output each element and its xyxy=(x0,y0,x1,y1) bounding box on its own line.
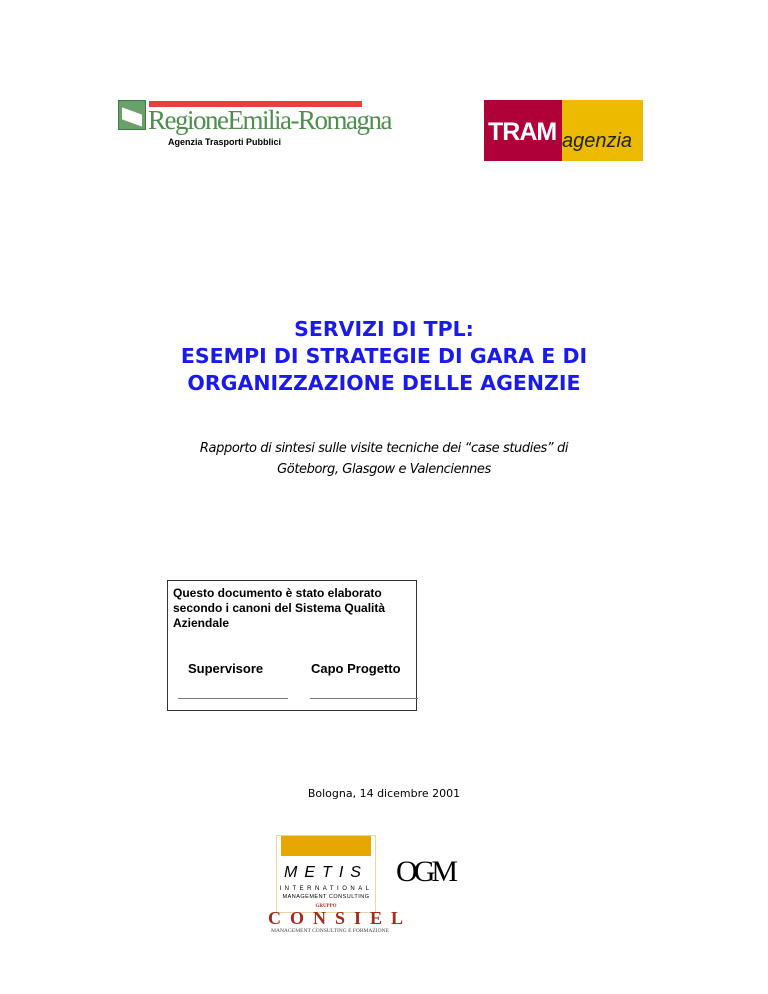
title-line: ORGANIZZAZIONE DELLE AGENZIE xyxy=(187,371,581,395)
metis-logo-line: INTERNATIONAL xyxy=(279,886,373,892)
subtitle-line: Rapporto di sintesi sulle visite tecniche dei “case studies” di xyxy=(199,441,569,456)
quality-approval-box xyxy=(167,580,417,711)
consiel-logo-sub: MANAGEMENT CONSULTING E FORMAZIONE xyxy=(271,928,389,934)
ogm-logo: OGM xyxy=(396,855,455,888)
project-lead-signature-line xyxy=(310,698,418,699)
gruppo-label: GRUPPO xyxy=(315,904,337,909)
agency-name: Agenzia Trasporti Pubblici xyxy=(168,137,282,147)
project-lead-label: Capo Progetto xyxy=(311,661,401,676)
regione-emblem-icon xyxy=(118,100,146,130)
document-date: Bologna, 14 dicembre 2001 xyxy=(307,787,461,800)
document-title xyxy=(0,316,768,397)
metis-logo-line: MANAGEMENT CONSULTING xyxy=(282,894,370,900)
tram-logo-text: TRAM xyxy=(488,118,557,146)
title-line: SERVIZI DI TPL: xyxy=(294,317,474,341)
regione-logo-text: RegioneEmilia-Romagna xyxy=(148,105,391,135)
agenzia-logo-text: agenzia xyxy=(562,130,633,152)
title-line: ESEMPI DI STRATEGIE DI GARA E DI xyxy=(180,344,588,368)
metis-logo-text: METIS xyxy=(284,864,368,881)
consiel-logo: CONSIEL xyxy=(268,908,413,928)
metis-logo xyxy=(276,835,376,913)
supervisor-signature-line xyxy=(178,698,288,699)
regione-emilia-romagna-logo xyxy=(118,100,391,140)
supervisor-label: Supervisore xyxy=(188,661,264,676)
document-subtitle xyxy=(0,438,768,480)
quality-statement: Questo documento è stato elaborato secondo i canoni del Sistema Qualità Aziendale xyxy=(173,586,386,630)
subtitle-line: Göteborg, Glasgow e Valenciennes xyxy=(277,462,491,477)
tram-agenzia-logo xyxy=(484,100,643,161)
